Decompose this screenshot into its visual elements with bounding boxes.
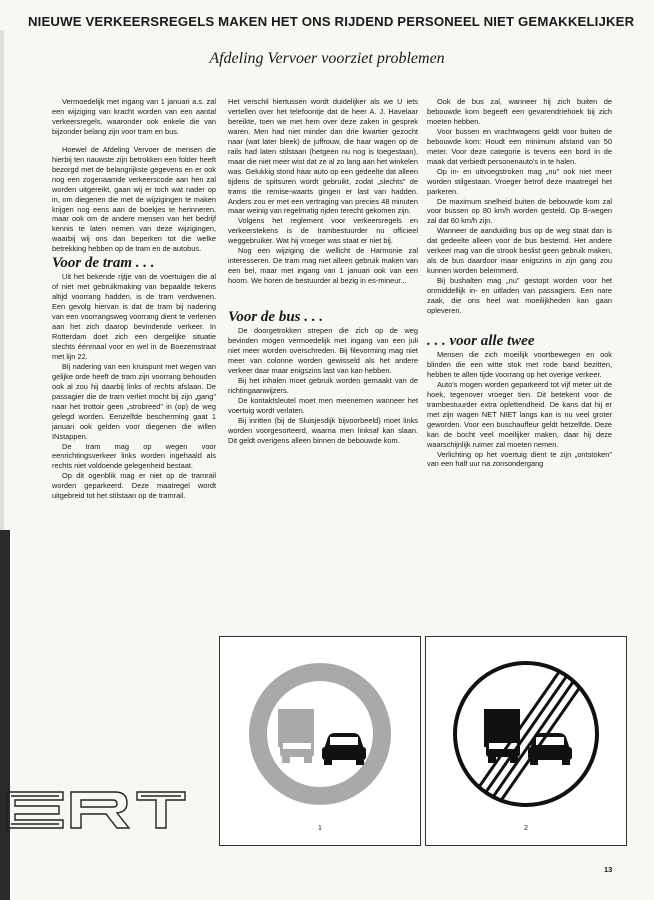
paragraph: De doorgetrokken strepen die zich op de weg bevinden mogen vermoedelijk met ingang van een juli niet meer worden overschreden. Bij filevorming mag niet meer van colonne worden gewisseld als het andere verkeer daar maar enigszins last van kan hebben.	[228, 326, 418, 375]
no-overtaking-sign-icon	[220, 637, 420, 845]
paragraph: Bij nadering van een kruispunt met wegen van gelijke orde heeft de tram zijn voorrang behouden ook al zou hij daarbij links of rechts afslaan. De passagier die de tram verliet mocht bij zijn „gang" naar het trottoir geen „strobreed" in (op) de weg gelegd worden. Eenzelfde bescherming gaat 1 januari ook gelden voor diegenen die willen INstappen.	[52, 361, 216, 441]
paragraph: Voor bussen en vrachtwagens geldt voor buiten de bebouwde kom: Houdt een minimum afstand van 50 meter. Voor deze categorie is tevens een bord in de maak dat verbiedt personenauto's in te halen.	[427, 126, 612, 166]
paragraph: Het verschil hiertussen wordt duidelijker als we U iets vertellen over het telefoontje dat de heer A. J. Havelaar bereikte, toen we met hem over deze zaken in gesprek waren. Men had niet minder dan drie kwartier gezocht naar (wat later bleek) de juffrouw, die haar wagen op de rails had laten stilstaan (hetgeen nu nog is toegestaan), maar die niet meer wist dat ze al zo lang aan het winkelen was. Gelukkig stond haar auto op een gedeelte dat alleen tijdens de spitsuren wordt gebruikt, zodat „slechts" de trams die remise-waarts gingen er last van hadden. Anders zou er met een vertraging van precies 48 minuten maar weinig van regelmatig rijden terecht gekomen zijn.	[228, 97, 418, 216]
end-no-overtaking-sign-icon	[426, 637, 626, 845]
traffic-sign-panel-1	[219, 636, 421, 846]
text-column-2	[228, 97, 418, 446]
figure-number-1: 1	[318, 825, 322, 832]
paragraph: Bij het inhalen moet gebruik worden gemaakt van de richtingaanwijzers.	[228, 375, 418, 395]
paragraph: Vermoedelijk met ingang van 1 januari a.s. zal een wijziging van kracht worden van een aantal verkeersregels, waaronder ook enkele die van bijzonder belang zijn voor tram en bus.	[52, 97, 216, 136]
text-column-3	[427, 97, 612, 469]
paragraph: De maximum snelheid buiten de bebouwde kom zal voor bussen op 80 km/h worden gesteld. Op B-wegen zal dat 60 km/h zijn.	[427, 196, 612, 226]
paragraph: Bij inritten (bij de Sluisjesdijk bijvoorbeeld) moet links worden voorgesorteerd, waarna men linksaf kan slaan. Dit geldt overigens alleen binnen de bebouwde kom.	[228, 415, 418, 445]
page-edge-dark	[0, 530, 10, 900]
paragraph: De tram mag op wegen voor eenrichtingsverkeer links worden ingehaald als rechts niet voldoende gelegenheid bestaat.	[52, 441, 216, 471]
paragraph: Op dit ogenblik mag er niet op de tramrail worden geparkeerd. Deze maatregel wordt uitgebreid tot het stilstaan op de tramrail.	[52, 471, 216, 501]
paragraph: Op in- en uitvoegstroken mag „nu" ook niet meer worden stilgestaan. Vroeger betrof deze maatregel het parkeren.	[427, 166, 612, 196]
ret-logo	[3, 786, 188, 836]
paragraph: Nog een wijziging die wellicht de Harmonie zal interesseren. De tram mag niet alleen gebruik maken van een bel, maar met ingang van 1 januari ook van een hoorn. We horen de bestuurder al bezig in es-mineur...	[228, 246, 418, 286]
paragraph: Bij bushalten mag „nu" gestopt worden voor het onmiddellijk in- en uitladen van passagiers. Een nare zaak, die ons heel wat moeilijkheden kan gaan opleveren.	[427, 276, 612, 316]
paragraph: Volgens het reglement voor verkeersregels en verkeerstekens is de trambestuurder nu officieel weggebruiker. Wat hij vroeger was staat er niet bij.	[228, 216, 418, 246]
traffic-sign-panel-2	[425, 636, 627, 846]
section-heading-both: . . . voor alle twee	[427, 332, 535, 349]
article-subtitle: Afdeling Vervoer voorziet problemen	[209, 50, 445, 67]
article-headline: NIEUWE VERKEERSREGELS MAKEN HET ONS RIJDEND PERSONEEL NIET GEMAKKELIJKER	[28, 14, 635, 29]
paragraph: Auto's mogen worden geparkeerd tot vijf meter uit de hoek, tegenover vroeger tien. Dit betekent voor de trambestuurder extra oplettendheid. De kans dat hij er met zijn wagen NET NIET langs kan is nu veel groter geworden. Voor een buschauffeur geldt hetzelfde. Deze kan de bocht veel moeilijker maken, daar hij deze waarschijnlijk ruimer zal moeten nemen.	[427, 379, 612, 449]
page-edge-shadow	[0, 30, 4, 530]
figure-number-2: 2	[524, 825, 528, 832]
paragraph: Hoewel de Afdeling Vervoer de mensen die hierbij ten nauwste zijn betrokken een folder heeft bezorgd met de belangrijkste gegevens en er ook nog een zogenaamde verkeerscode aan hen zal worden uitgereikt, gaan wij er toch wat nader op in, om diegenen die met de wijzigingen te maken krijgen nog eens aan de boekjes te herinneren, maar ook om de andere mensen van het bedrijf kennis te laten nemen van deze wijzigingen, waarbij wij ons dan beperken tot die welke betrekking hebben op de tram en de autobus.	[52, 144, 216, 254]
text-column-1	[52, 97, 216, 501]
paragraph: Wanneer de aanduiding bus op de weg staat dan is dat gedeelte alleen voor de bus bestemd. Het andere verkeer mag van die strook beslist geen gebruik maken, als de bus daardoor maar enigszins in zijn gang zou kunnen worden belemmerd.	[427, 226, 612, 276]
section-heading-bus: Voor de bus . . .	[228, 309, 324, 326]
paragraph: Ook de bus zal, wanneer hij zich buiten de bebouwde kom begeeft een gevarendriehoek bij zich moeten hebben.	[427, 97, 612, 126]
page-number: 13	[604, 865, 613, 874]
section-heading-tram: Voor de tram . . .	[52, 255, 155, 272]
paragraph: De kontaktsleutel moet men meenemen wanneer het voertuig wordt verlaten.	[228, 395, 418, 415]
paragraph: Uit het bekende rijtje van de voertuigen die al of niet met gebruikmaking van bepaalde tekens altijd voorrang hadden, is de tram verdwenen. Een gevolg hiervan is dat de tram bij nadering van een voorrangsweg voorrang dient te verlenen aan het zich daarop bevindende verkeer. In Rotterdam doet zich een dergelijke situatie slechts éénmaal voor en wel in de Boezemstraat met lijn 22.	[52, 272, 216, 361]
ret-logo-icon	[3, 786, 188, 836]
paragraph: Mensen die zich moeilijk voortbewegen en ook blinden die een witte stok met rode band bezitten, hebben te allen tijde voorrang op het overige verkeer.	[427, 349, 612, 379]
paragraph: Verlichting op het voertuig dient te zijn „ontstoken" van een half uur na zonsondergang	[427, 449, 612, 469]
